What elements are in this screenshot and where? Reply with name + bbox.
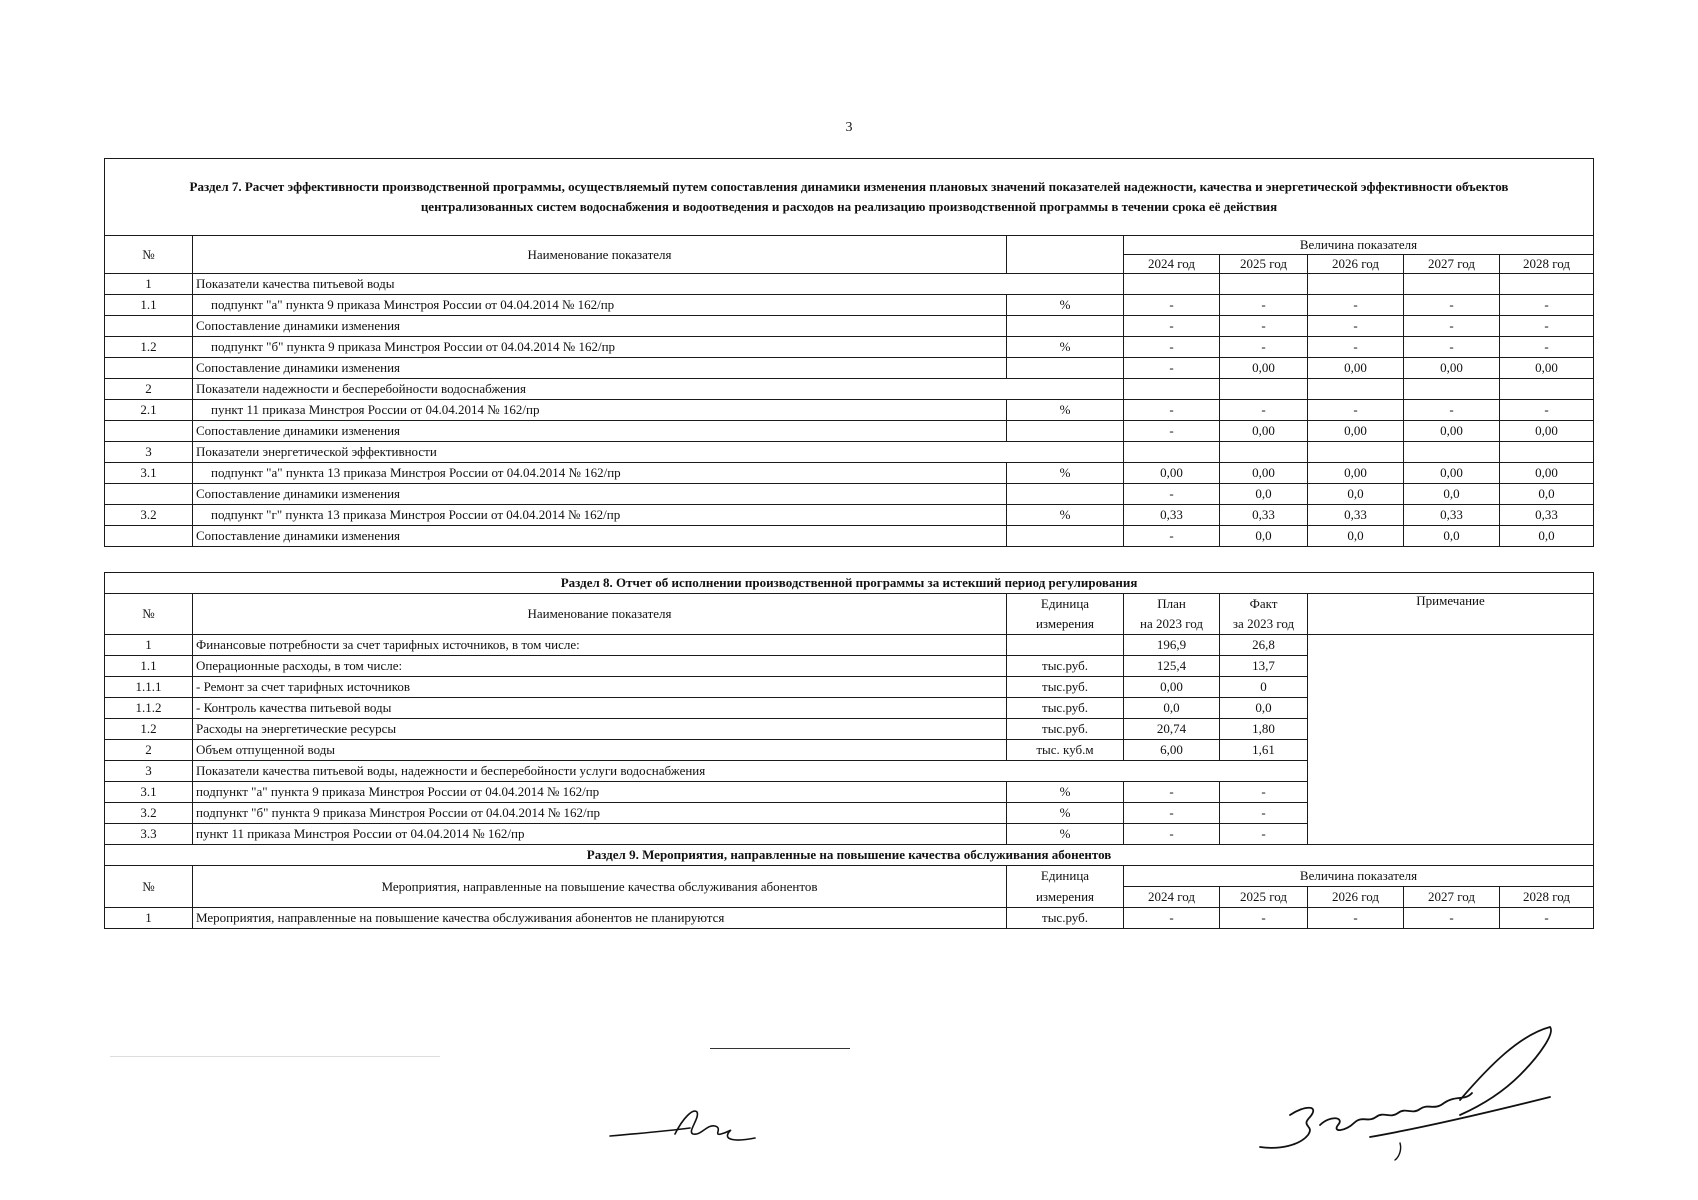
col-unit-header	[1007, 236, 1124, 274]
row-value: 0,33	[1220, 505, 1308, 526]
row-value: 0,00	[1500, 421, 1594, 442]
year-header: 2027 год	[1404, 887, 1500, 908]
section8-title: Раздел 8. Отчет об исполнении производственной программы за истекший период регулирования	[105, 573, 1594, 594]
row-value	[1220, 274, 1308, 295]
row-value: -	[1220, 337, 1308, 358]
row-value: 0,00	[1220, 358, 1308, 379]
row-value	[1404, 379, 1500, 400]
row-plan: -	[1124, 782, 1220, 803]
row-value: 0,0	[1308, 484, 1404, 505]
row-number: 1.1.2	[105, 698, 193, 719]
row-number: 1.1	[105, 656, 193, 677]
row-unit: тыс.руб.	[1007, 656, 1124, 677]
note-cell	[1308, 635, 1594, 845]
table-row	[105, 337, 1594, 358]
row-value	[1308, 379, 1404, 400]
row-number: 1.2	[105, 337, 193, 358]
s9-col-unit-header-2: измерения	[1007, 887, 1124, 908]
row-value	[1124, 274, 1220, 295]
row-value: -	[1308, 295, 1404, 316]
row-name: Сопоставление динамики изменения	[193, 484, 1007, 505]
row-value	[1124, 379, 1220, 400]
row-value: 0,00	[1308, 463, 1404, 484]
section7-table	[104, 158, 1594, 547]
row-value	[1124, 442, 1220, 463]
row-unit: %	[1007, 337, 1124, 358]
table-row	[105, 505, 1594, 526]
year-header: 2024 год	[1124, 255, 1220, 274]
row-value	[1404, 274, 1500, 295]
row-plan: -	[1124, 824, 1220, 845]
row-unit	[1007, 316, 1124, 337]
table-row	[105, 908, 1594, 929]
row-name: подпункт "б" пункта 9 приказа Минстроя России от 04.04.2014 № 162/пр	[193, 803, 1007, 824]
row-value	[1308, 274, 1404, 295]
row-number: 2.1	[105, 400, 193, 421]
row-plan: 0,00	[1124, 677, 1220, 698]
year-header: 2025 год	[1220, 887, 1308, 908]
row-unit	[1007, 358, 1124, 379]
row-value: -	[1308, 400, 1404, 421]
row-number	[105, 526, 193, 547]
row-value: -	[1500, 400, 1594, 421]
s8-col-unit-header-1: Единица	[1007, 594, 1124, 615]
row-number: 3.3	[105, 824, 193, 845]
row-name: Финансовые потребности за счет тарифных источников, в том числе:	[193, 635, 1007, 656]
row-value: -	[1500, 316, 1594, 337]
year-header: 2025 год	[1220, 255, 1308, 274]
row-number: 1	[105, 274, 193, 295]
row-value: -	[1124, 908, 1220, 929]
row-value: -	[1404, 316, 1500, 337]
col-name-header: Наименование показателя	[193, 236, 1007, 274]
row-name: Показатели энергетической эффективности	[193, 442, 1124, 463]
s8-col-fact-header-2: за 2023 год	[1220, 614, 1308, 635]
row-name: Мероприятия, направленные на повышение качества обслуживания абонентов не планируются	[193, 908, 1007, 929]
row-name: Показатели качества питьевой воды, надежности и бесперебойности услуги водоснабжения	[193, 761, 1308, 782]
row-value: 0,00	[1220, 421, 1308, 442]
row-number: 1.1.1	[105, 677, 193, 698]
row-value: -	[1124, 295, 1220, 316]
row-number: 3.2	[105, 505, 193, 526]
table-row	[105, 316, 1594, 337]
row-value: -	[1220, 295, 1308, 316]
year-header: 2028 год	[1500, 887, 1594, 908]
table-row	[105, 635, 1594, 656]
row-name: Расходы на энергетические ресурсы	[193, 719, 1007, 740]
row-fact: 26,8	[1220, 635, 1308, 656]
table-row	[105, 463, 1594, 484]
row-value: -	[1404, 295, 1500, 316]
row-value: -	[1500, 337, 1594, 358]
row-number: 3.2	[105, 803, 193, 824]
row-value: 0,33	[1308, 505, 1404, 526]
row-unit: %	[1007, 803, 1124, 824]
row-number: 3	[105, 761, 193, 782]
row-plan: 196,9	[1124, 635, 1220, 656]
row-number	[105, 484, 193, 505]
row-unit: тыс. куб.м	[1007, 740, 1124, 761]
row-value: 0,0	[1500, 526, 1594, 547]
row-value: 0,00	[1500, 358, 1594, 379]
row-value: 0,33	[1500, 505, 1594, 526]
row-unit	[1007, 635, 1124, 656]
s9-col-unit-header-1: Единица	[1007, 866, 1124, 887]
row-plan: 0,0	[1124, 698, 1220, 719]
section8-table	[104, 572, 1594, 929]
table-row	[105, 421, 1594, 442]
row-name: Сопоставление динамики изменения	[193, 358, 1007, 379]
row-number: 3.1	[105, 782, 193, 803]
row-number	[105, 358, 193, 379]
table-row	[105, 400, 1594, 421]
row-value: -	[1308, 908, 1404, 929]
s8-col-name-header: Наименование показателя	[193, 594, 1007, 635]
row-value: -	[1404, 908, 1500, 929]
row-value: -	[1220, 400, 1308, 421]
year-header: 2028 год	[1500, 255, 1594, 274]
row-value: -	[1124, 421, 1220, 442]
row-name: Сопоставление динамики изменения	[193, 316, 1007, 337]
s8-col-no-header: №	[105, 594, 193, 635]
row-name: пункт 11 приказа Минстроя России от 04.04.2014 № 162/пр	[193, 824, 1007, 845]
row-value: -	[1308, 337, 1404, 358]
table-row	[105, 526, 1594, 547]
row-value: -	[1220, 908, 1308, 929]
row-plan: 20,74	[1124, 719, 1220, 740]
row-unit: %	[1007, 782, 1124, 803]
row-value: 0,0	[1404, 484, 1500, 505]
s9-col-value-header: Величина показателя	[1124, 866, 1594, 887]
year-header: 2026 год	[1308, 255, 1404, 274]
page-number: 3	[845, 120, 853, 135]
row-value: 0,00	[1308, 358, 1404, 379]
table-row	[105, 358, 1594, 379]
row-plan: -	[1124, 803, 1220, 824]
row-value	[1308, 442, 1404, 463]
s8-col-unit-header-2: измерения	[1007, 614, 1124, 635]
row-name: подпункт "б" пункта 9 приказа Минстроя России от 04.04.2014 № 162/пр	[193, 337, 1007, 358]
row-value: -	[1404, 400, 1500, 421]
table-row	[105, 379, 1594, 400]
row-value: -	[1404, 337, 1500, 358]
row-name: подпункт "г" пункта 13 приказа Минстроя России от 04.04.2014 № 162/пр	[193, 505, 1007, 526]
row-fact: 0,0	[1220, 698, 1308, 719]
row-value: 0,0	[1220, 484, 1308, 505]
row-value: -	[1124, 526, 1220, 547]
row-value	[1500, 379, 1594, 400]
row-value: 0,0	[1220, 526, 1308, 547]
row-name: Сопоставление динамики изменения	[193, 526, 1007, 547]
table-row	[105, 274, 1594, 295]
row-number: 1	[105, 908, 193, 929]
row-value: -	[1308, 316, 1404, 337]
row-fact: -	[1220, 782, 1308, 803]
row-value: 0,00	[1404, 421, 1500, 442]
row-name: подпункт "а" пункта 13 приказа Минстроя России от 04.04.2014 № 162/пр	[193, 463, 1007, 484]
row-value	[1220, 442, 1308, 463]
row-value: 0,00	[1124, 463, 1220, 484]
row-value	[1500, 274, 1594, 295]
row-value: 0,00	[1220, 463, 1308, 484]
row-fact: -	[1220, 803, 1308, 824]
section7-title: Раздел 7. Расчет эффективности производственной программы, осуществляемый путем сопоставления динамики изменения плановых значений показателей надежности, качества и энергетической эффективности объектов централизованных систем водоснабжения и водоотведения и расходов на реализацию производственной программы в течении срока её действия	[105, 159, 1594, 236]
row-name: - Ремонт за счет тарифных источников	[193, 677, 1007, 698]
row-name: подпункт "а" пункта 9 приказа Минстроя России от 04.04.2014 № 162/пр	[193, 295, 1007, 316]
row-name: Объем отпущенной воды	[193, 740, 1007, 761]
row-number: 1.1	[105, 295, 193, 316]
year-header: 2024 год	[1124, 887, 1220, 908]
row-name: подпункт "а" пункта 9 приказа Минстроя России от 04.04.2014 № 162/пр	[193, 782, 1007, 803]
row-value: 0,00	[1500, 463, 1594, 484]
col-no-header: №	[105, 236, 193, 274]
row-value: -	[1124, 358, 1220, 379]
row-fact: 0	[1220, 677, 1308, 698]
row-value: 0,00	[1308, 421, 1404, 442]
row-unit: %	[1007, 505, 1124, 526]
row-number: 2	[105, 740, 193, 761]
row-unit: %	[1007, 400, 1124, 421]
row-unit: тыс.руб.	[1007, 908, 1124, 929]
row-unit: тыс.руб.	[1007, 719, 1124, 740]
row-number: 1.2	[105, 719, 193, 740]
row-value: -	[1124, 484, 1220, 505]
s8-col-plan-header-2: на 2023 год	[1124, 614, 1220, 635]
row-unit: тыс.руб.	[1007, 698, 1124, 719]
table-row	[105, 442, 1594, 463]
row-value	[1404, 442, 1500, 463]
row-fact: 13,7	[1220, 656, 1308, 677]
row-value: -	[1500, 908, 1594, 929]
s8-col-plan-header-1: План	[1124, 594, 1220, 615]
row-plan: 6,00	[1124, 740, 1220, 761]
table-row	[105, 484, 1594, 505]
row-unit	[1007, 421, 1124, 442]
faint-rule	[110, 1056, 440, 1057]
row-value: 0,00	[1404, 463, 1500, 484]
row-unit: %	[1007, 824, 1124, 845]
row-number: 3.1	[105, 463, 193, 484]
row-fact: 1,61	[1220, 740, 1308, 761]
row-name: пункт 11 приказа Минстроя России от 04.04.2014 № 162/пр	[193, 400, 1007, 421]
row-number	[105, 316, 193, 337]
row-name: Операционные расходы, в том числе:	[193, 656, 1007, 677]
row-value: -	[1124, 337, 1220, 358]
row-unit: тыс.руб.	[1007, 677, 1124, 698]
row-name: Показатели качества питьевой воды	[193, 274, 1124, 295]
signature-right	[1250, 1025, 1580, 1175]
row-value: 0,0	[1404, 526, 1500, 547]
section9-title: Раздел 9. Мероприятия, направленные на повышение качества обслуживания абонентов	[105, 845, 1594, 866]
row-value: 0,0	[1500, 484, 1594, 505]
row-value: 0,33	[1124, 505, 1220, 526]
row-number: 3	[105, 442, 193, 463]
row-value: -	[1124, 316, 1220, 337]
row-plan: 125,4	[1124, 656, 1220, 677]
s8-col-fact-header-1: Факт	[1220, 594, 1308, 615]
row-value: 0,00	[1404, 358, 1500, 379]
table-row	[105, 295, 1594, 316]
row-unit	[1007, 484, 1124, 505]
row-value: -	[1500, 295, 1594, 316]
year-header: 2026 год	[1308, 887, 1404, 908]
row-value: -	[1124, 400, 1220, 421]
row-number: 1	[105, 635, 193, 656]
row-fact: 1,80	[1220, 719, 1308, 740]
row-value: 0,33	[1404, 505, 1500, 526]
row-value: -	[1220, 316, 1308, 337]
row-name: Показатели надежности и бесперебойности водоснабжения	[193, 379, 1124, 400]
row-unit: %	[1007, 463, 1124, 484]
row-value: 0,0	[1308, 526, 1404, 547]
row-unit	[1007, 526, 1124, 547]
s8-col-note-header: Примечание	[1308, 594, 1594, 635]
signature-divider	[710, 1048, 850, 1049]
signature-left	[605, 1098, 765, 1148]
year-header: 2027 год	[1404, 255, 1500, 274]
row-value	[1500, 442, 1594, 463]
col-value-header: Величина показателя	[1124, 236, 1594, 255]
row-name: - Контроль качества питьевой воды	[193, 698, 1007, 719]
s9-col-name-header: Мероприятия, направленные на повышение качества обслуживания абонентов	[193, 866, 1007, 908]
row-number: 2	[105, 379, 193, 400]
row-value	[1220, 379, 1308, 400]
row-name: Сопоставление динамики изменения	[193, 421, 1007, 442]
s9-col-no-header: №	[105, 866, 193, 908]
row-fact: -	[1220, 824, 1308, 845]
row-unit: %	[1007, 295, 1124, 316]
row-number	[105, 421, 193, 442]
